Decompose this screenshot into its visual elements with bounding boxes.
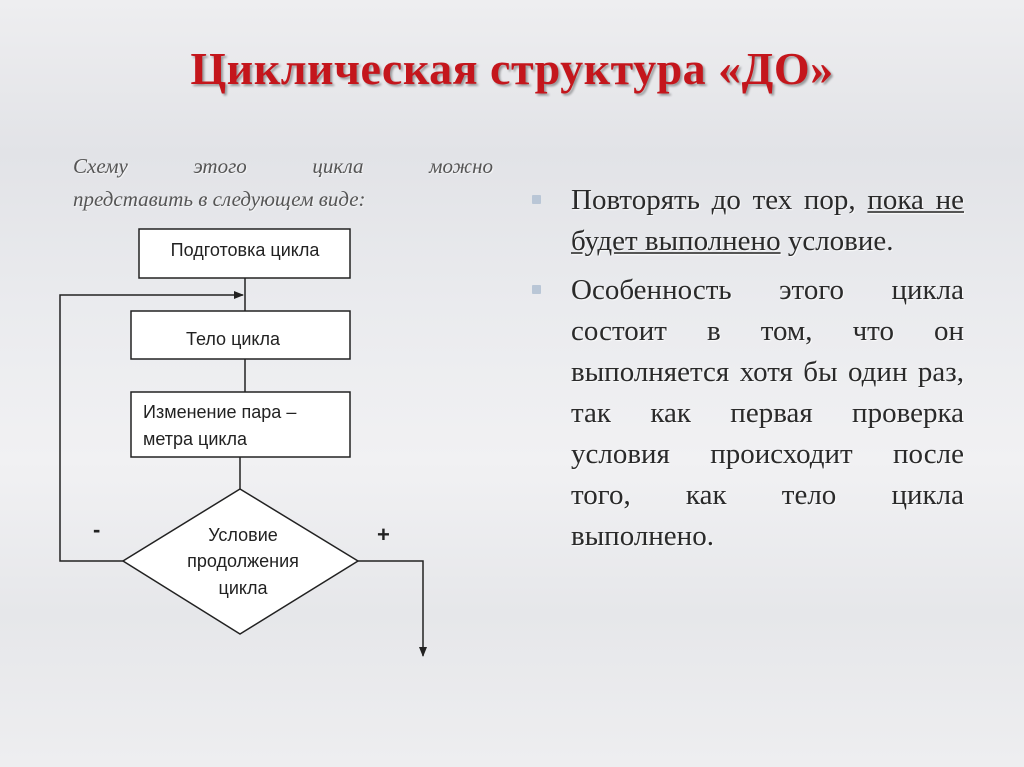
condition-label-3: цикла <box>218 578 268 598</box>
slide-title: Циклическая структура «ДО» <box>190 43 834 94</box>
body-box-label: Тело цикла <box>185 329 281 349</box>
bullet-1-underlined: пока не будет выполнено <box>571 184 964 257</box>
intro-word: можно <box>429 154 493 178</box>
intro-word: Схему <box>73 154 128 178</box>
plus-label: + <box>377 522 390 547</box>
bullet-marker-icon <box>532 285 541 294</box>
condition-label-1: Условие <box>208 525 278 545</box>
exit-arrow <box>358 561 423 656</box>
bullet-1-lead: Повторять до тех пор, <box>571 184 856 216</box>
bullet-2-text: Особенность этого цикла состоит в том, что он выполняется хотя бы один раз, так как первая проверка условия происходит после того, как тело цикла выполнено. <box>571 274 964 552</box>
bullet-marker-icon <box>532 195 541 204</box>
change-box-label-1: Изменение пара – <box>143 402 297 422</box>
intro-line-2: представить в следующем виде: <box>73 187 366 211</box>
bullet-item <box>532 180 964 262</box>
bullet-list <box>532 180 964 565</box>
bullet-item <box>532 270 964 557</box>
bullet-1-tail: условие. <box>787 225 894 257</box>
minus-label: - <box>93 517 101 542</box>
intro-word: цикла <box>312 154 364 178</box>
intro-word: этого <box>193 154 247 178</box>
change-box-label-2: метра цикла <box>143 429 248 449</box>
condition-label-2: продолжения <box>187 551 299 571</box>
prep-box-label: Подготовка цикла <box>170 240 320 260</box>
